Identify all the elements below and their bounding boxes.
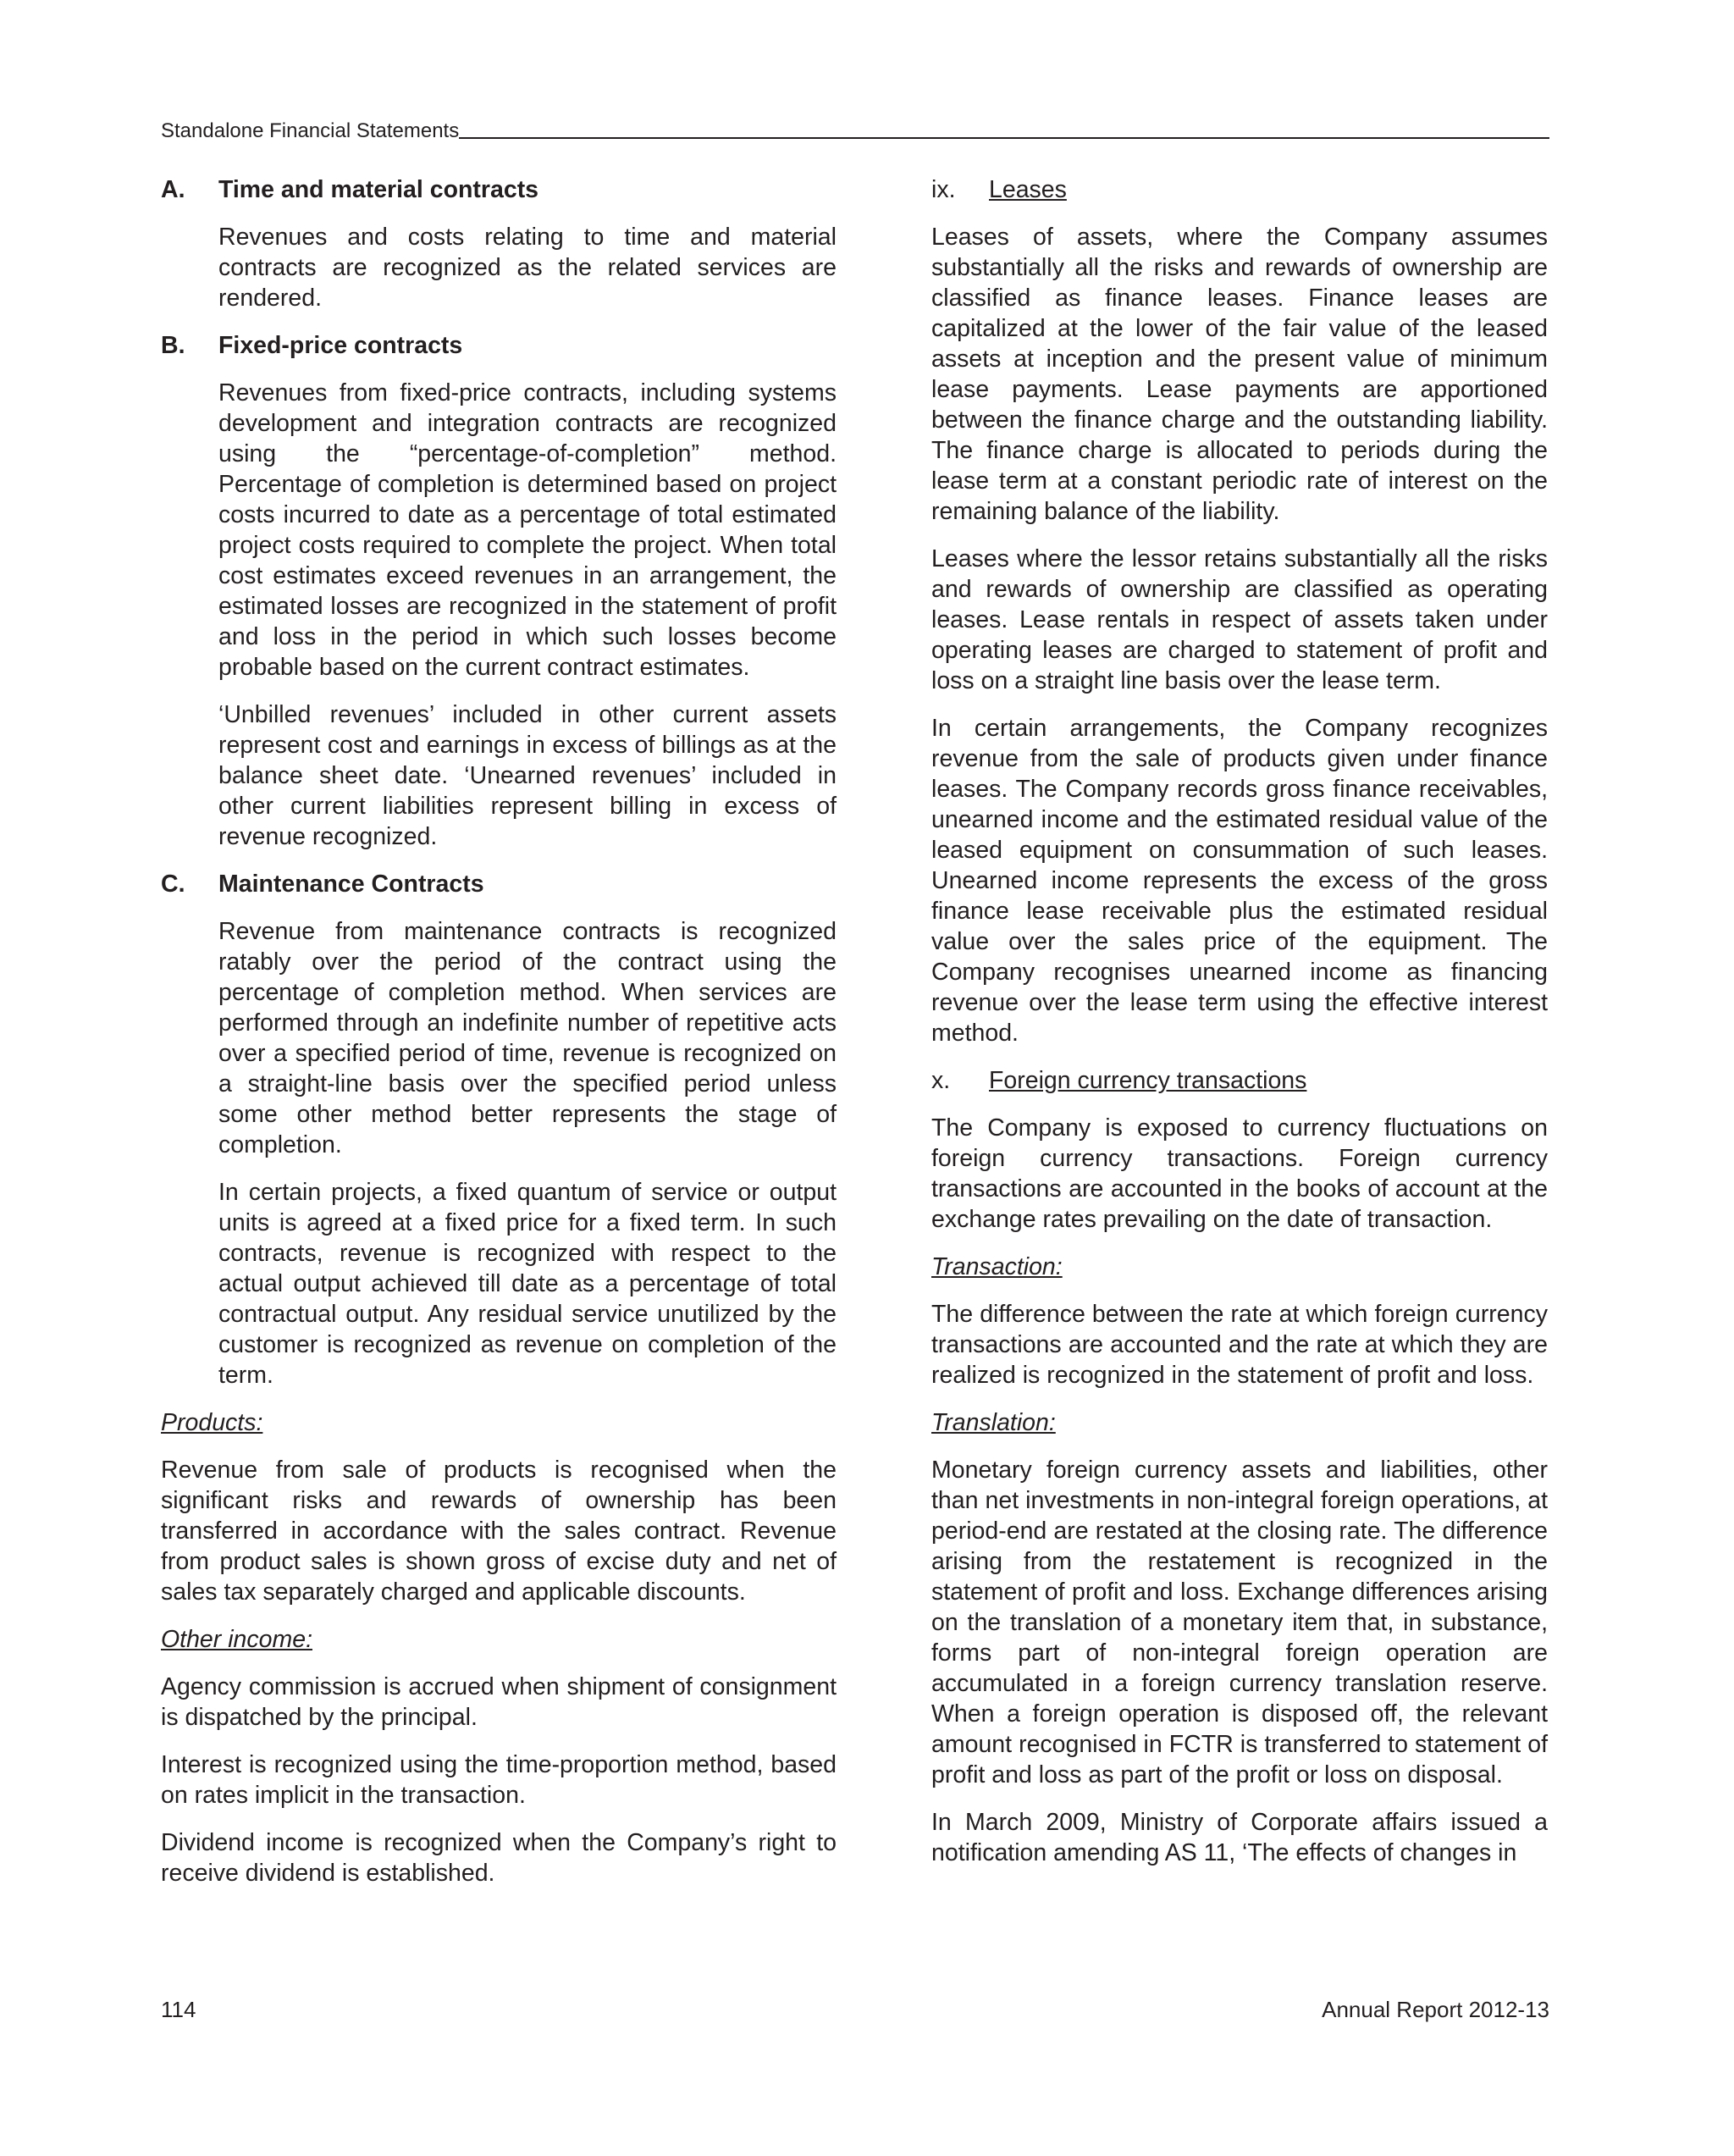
fx-title: Foreign currency transactions <box>989 1067 1307 1094</box>
section-a-letter: A. <box>161 176 185 203</box>
header-title: Standalone Financial Statements <box>161 119 460 142</box>
section-b-heading <box>161 330 837 361</box>
fx-paragraph-4: In March 2009, Ministry of Corporate affairs issued a notification amending AS 11, ‘The effects of changes in <box>931 1809 1548 1866</box>
leases-number: ix. <box>931 176 956 203</box>
section-c-title: Maintenance Contracts <box>218 871 484 898</box>
section-b-title: Fixed-price contracts <box>218 332 463 359</box>
products-block <box>161 1407 837 1888</box>
section-a-title: Time and material contracts <box>218 176 539 203</box>
section-b-paragraph-1: Revenues from fixed-price contracts, including systems development and integration contracts are recognized using the “percentage-of-completion” method. Percentage of completion is determined based on project costs incurred to date as a percentage of total estimated project costs required to complete the project. When total cost estimates exceed revenues in an arrangement, the estimated losses are recognized in the statement of profit and loss in the period in which such losses become probable based on the current contract estimates. <box>218 379 837 681</box>
report-title: Annual Report 2012-13 <box>1322 1997 1549 2022</box>
section-a-heading <box>161 174 837 205</box>
fx-paragraph-3: Monetary foreign currency assets and liabilities, other than net investments in non-integral foreign operations, at period-end are restated at the closing rate. The difference arising from the restatement is recognized in the statement of profit and loss. Exchange differences arising on the translation of a monetary item that, in substance, forms part of non-integral foreign operation are accumulated in a foreign currency translation reserve. When a foreign operation is disposed off, the relevant amount recognised in FCTR is transferred to statement of profit and loss as part of the profit or loss on disposal. <box>931 1457 1548 1788</box>
translation-heading: Translation: <box>931 1409 1056 1436</box>
page-header <box>161 119 1549 144</box>
section-c-heading <box>161 869 837 899</box>
section-c-letter: C. <box>161 871 185 898</box>
section-b-letter: B. <box>161 332 185 359</box>
other-income-heading: Other income: <box>161 1626 312 1653</box>
section-c-paragraph-2: In certain projects, a fixed quantum of service or output units is agreed at a fixed price for a fixed term. In such contracts, revenue is recognized with respect to the actual output achieved till date as a percentage of total contractual output. Any residual service unutilized by the customer is recognized as revenue on completion of the term. <box>218 1179 837 1389</box>
section-c-paragraph-1: Revenue from maintenance contracts is recognized ratably over the period of the contract using the percentage of completion method. When services are performed through an indefinite number of repetitive acts over a specified period of time, revenue is recognized on a straight-line basis over the specified period unless some other method better represents the stage of completion. <box>218 918 837 1158</box>
header-rule <box>459 137 1549 139</box>
leases-title: Leases <box>989 176 1067 203</box>
left-column <box>161 174 837 1905</box>
fx-heading <box>931 1065 1548 1096</box>
products-heading: Products: <box>161 1409 263 1436</box>
page-number: 114 <box>161 1997 196 2022</box>
transaction-heading: Transaction: <box>931 1253 1063 1280</box>
leases-paragraph-2: Leases where the lessor retains substantially all the risks and rewards of ownership are classified as operating leases. Lease rentals in respect of assets taken under operating leases are charged to statement of profit and loss on a straight line basis over the lease term. <box>931 545 1548 694</box>
section-b-paragraph-2: ‘Unbilled revenues’ included in other current assets represent cost and earnings in excess of billings as at the balance sheet date. ‘Unearned revenues’ included in other current liabilities represent billing in excess of revenue recognized. <box>218 701 837 850</box>
section-a-paragraph: Revenues and costs relating to time and material contracts are recognized as the related services are rendered. <box>218 224 837 312</box>
fx-number: x. <box>931 1067 951 1094</box>
leases-paragraph-3: In certain arrangements, the Company recognizes revenue from the sale of products given under finance leases. The Company records gross finance receivables, unearned income and the estimated residual value of the leased equipment on consummation of such leases. Unearned income represents the excess of the gross finance lease receivable plus the estimated residual value over the sales price of the equipment. The Company recognises unearned income as financing revenue over the lease term using the effective interest method. <box>931 715 1548 1047</box>
other-income-paragraph-1: Agency commission is accrued when shipment of consignment is dispatched by the principal. <box>161 1673 837 1731</box>
products-paragraph: Revenue from sale of products is recognised when the significant risks and rewards of ownership has been transferred in accordance with the sales contract. Revenue from product sales is shown gross of excise duty and net of sales tax separately charged and applicable discounts. <box>161 1457 837 1606</box>
right-column <box>931 174 1548 1885</box>
other-income-paragraph-3: Dividend income is recognized when the Company’s right to receive dividend is established. <box>161 1829 837 1887</box>
leases-paragraph-1: Leases of assets, where the Company assumes substantially all the risks and rewards of ownership are classified as finance leases. Finance leases are capitalized at the lower of the fair value of the leased assets at inception and the present value of minimum lease payments. Lease payments are apportioned between the finance charge and the outstanding liability. The finance charge is allocated to periods during the lease term at a constant periodic rate of interest on the remaining balance of the liability. <box>931 224 1548 525</box>
other-income-paragraph-2: Interest is recognized using the time-proportion method, based on rates implicit in the transaction. <box>161 1751 837 1809</box>
fx-paragraph-1: The Company is exposed to currency fluctuations on foreign currency transactions. Foreign currency transactions are accounted in the books of account at the exchange rates prevailing on the date of transaction. <box>931 1114 1548 1233</box>
leases-heading <box>931 174 1548 205</box>
fx-paragraph-2: The difference between the rate at which foreign currency transactions are accounted and the rate at which they are realized is recognized in the statement of profit and loss. <box>931 1301 1548 1389</box>
